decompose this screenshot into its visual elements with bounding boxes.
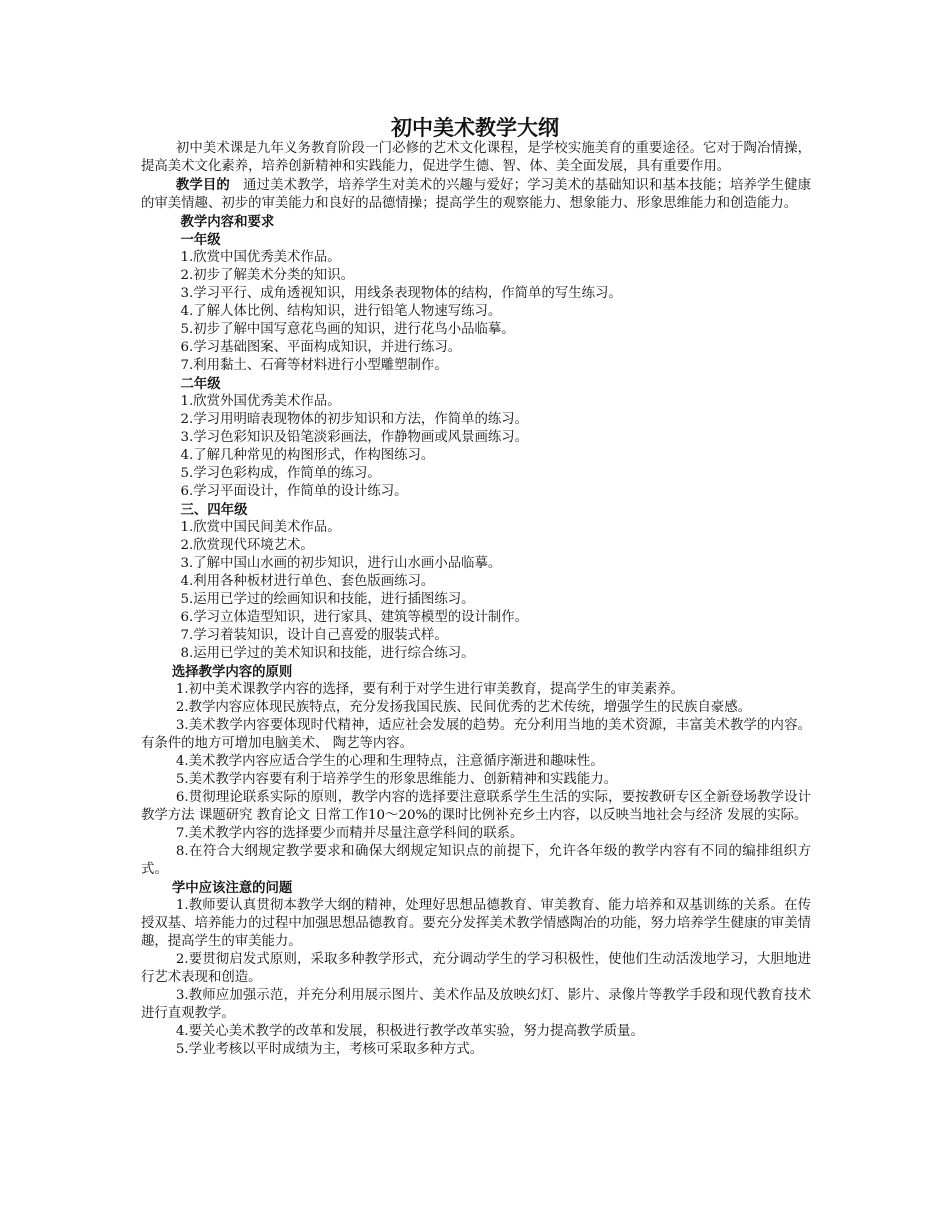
list-item: 8.在符合大纲规定教学要求和确保大纲规定知识点的前提下，允许各年级的教学内容有不同的编排组织方式。 (141, 844, 811, 877)
list-item: 5.美术教学内容要有利于培养学生的形象思维能力、创新精神和实践能力。 (175, 772, 618, 787)
intro-paragraph: 初中美术课是九年义务教育阶段一门必修的艺术文化课程，是学校实施美育的重要途径。它对于陶冶情操，提高美术文化素养，培养创新精神和实践能力，促进学生德、智、体、美全面发展，具有重要作用。 (141, 141, 811, 174)
list-item: 3.了解中国山水画的初步知识，进行山水画小品临摹。 (180, 556, 502, 571)
list-item: 1.欣赏外国优秀美术作品。 (180, 394, 341, 409)
list-item: 7.学习着装知识，设计自己喜爱的服装式样。 (180, 628, 448, 643)
list-item: 6.学习平面设计，作简单的设计练习。 (180, 484, 408, 499)
list-item: 2.学习用明暗表现物体的初步知识和方法，作简单的练习。 (180, 412, 529, 427)
grade34-list (141, 519, 811, 663)
list-item: 5.学习色彩构成，作简单的练习。 (180, 466, 381, 481)
list-item: 3.学习色彩知识及铅笔淡彩画法，作静物画或风景画练习。 (180, 430, 529, 445)
list-item: 2.欣赏现代环境艺术。 (180, 538, 314, 553)
list-item: 8.运用已学过的美术知识和技能，进行综合练习。 (180, 646, 475, 661)
purpose-paragraph (141, 176, 811, 213)
list-item: 3.美术教学内容要体现时代精神，适应社会发展的趋势。充分利用当地的美术资源，丰富美术教学的内容。有条件的地方可增加电脑美术、 陶艺等内容。 (141, 718, 811, 751)
principles-list (141, 681, 811, 879)
document-body (141, 140, 811, 1059)
grade2-list (141, 393, 811, 501)
list-item: 4.利用各种板材进行单色、套色版画练习。 (180, 574, 435, 589)
list-item: 1.欣赏中国优秀美术作品。 (180, 250, 341, 265)
purpose-label: 教学目的 (175, 177, 230, 193)
list-item: 3.学习平行、成角透视知识，用线条表现物体的结构，作简单的写生练习。 (180, 286, 622, 301)
list-item: 2.教学内容应体现民族特点，充分发扬我国民族、民间优秀的艺术传统，增强学生的民族自豪感。 (175, 700, 752, 715)
grade34-heading: 三、四年级 (180, 502, 248, 518)
grade1-heading: 一年级 (180, 232, 221, 248)
list-item: 4.了解人体比例、结构知识，进行铅笔人物速写练习。 (180, 304, 502, 319)
list-item: 4.了解几种常见的构图形式，作构图练习。 (180, 448, 435, 463)
list-item: 4.要关心美术教学的改革和发展，积极进行教学改革实验，努力提高教学质量。 (175, 1024, 644, 1039)
list-item: 6.学习立体造型知识，进行家具、建筑等模型的设计制作。 (180, 610, 529, 625)
list-item: 6.学习基础图案、平面构成知识，并进行练习。 (180, 340, 462, 355)
principles-heading: 选择教学内容的原则 (171, 664, 293, 680)
list-item: 5.初步了解中国写意花鸟画的知识，进行花鸟小品临摹。 (180, 322, 515, 337)
content-heading: 教学内容和要求 (180, 214, 275, 230)
list-item: 1.教师要认真贯彻本教学大纲的精神，处理好思想品德教育、审美教育、能力培养和双基训练的关系。在传授双基、培养能力的过程中加强思想品德教育。要充分发挥美术教学情感陶冶的功能，努力培养学生健康的审美情趣，提高学生的审美能力。 (141, 898, 811, 949)
notes-list (141, 897, 811, 1059)
list-item: 5.学业考核以平时成绩为主，考核可采取多种方式。 (175, 1042, 484, 1057)
notes-heading: 学中应该注意的问题 (171, 880, 293, 896)
list-item: 2.初步了解美术分类的知识。 (180, 268, 354, 283)
purpose-text: 通过美术教学，培养学生对美术的兴趣与爱好；学习美术的基础知识和基本技能；培养学生健康的审美情趣、初步的审美能力和良好的品德情操；提高学生的观察能力、想象能力、形象思维能力和创造能力。 (141, 178, 811, 211)
grade1-list (141, 249, 811, 375)
list-item: 7.美术教学内容的选择要少而精并尽量注意学科间的联系。 (175, 826, 524, 841)
list-item: 2.要贯彻启发式原则，采取多种教学形式，充分调动学生的学习积极性，使他们生动活泼地学习，大胆地进行艺术表现和创造。 (141, 952, 811, 985)
list-item: 1.初中美术课教学内容的选择，要有利于对学生进行审美教育，提高学生的审美素养。 (175, 682, 685, 697)
list-item: 7.利用黏土、石膏等材料进行小型雕塑制作。 (180, 358, 448, 373)
list-item: 6.贯彻理论联系实际的原则，教学内容的选择要注意联系学生生活的实际，要按教研专区全新登场教学设计 教学方法 课题研究 教育论文 日常工作10～20%的课时比例补充乡土内容，以反映当地社会与经济 发展的实际。 (141, 790, 811, 823)
list-item: 5.运用已学过的绘画知识和技能，进行插图练习。 (180, 592, 475, 607)
list-item: 1.欣赏中国民间美术作品。 (180, 520, 341, 535)
list-item: 3.教师应加强示范，并充分利用展示图片、美术作品及放映幻灯、影片、录像片等教学手段和现代教育技术进行直观教学。 (141, 988, 811, 1021)
list-item: 4.美术教学内容应适合学生的心理和生理特点，注意循序渐进和趣味性。 (175, 754, 604, 769)
document-title: 初中美术教学大纲 (391, 115, 559, 140)
grade2-heading: 二年级 (180, 376, 221, 392)
